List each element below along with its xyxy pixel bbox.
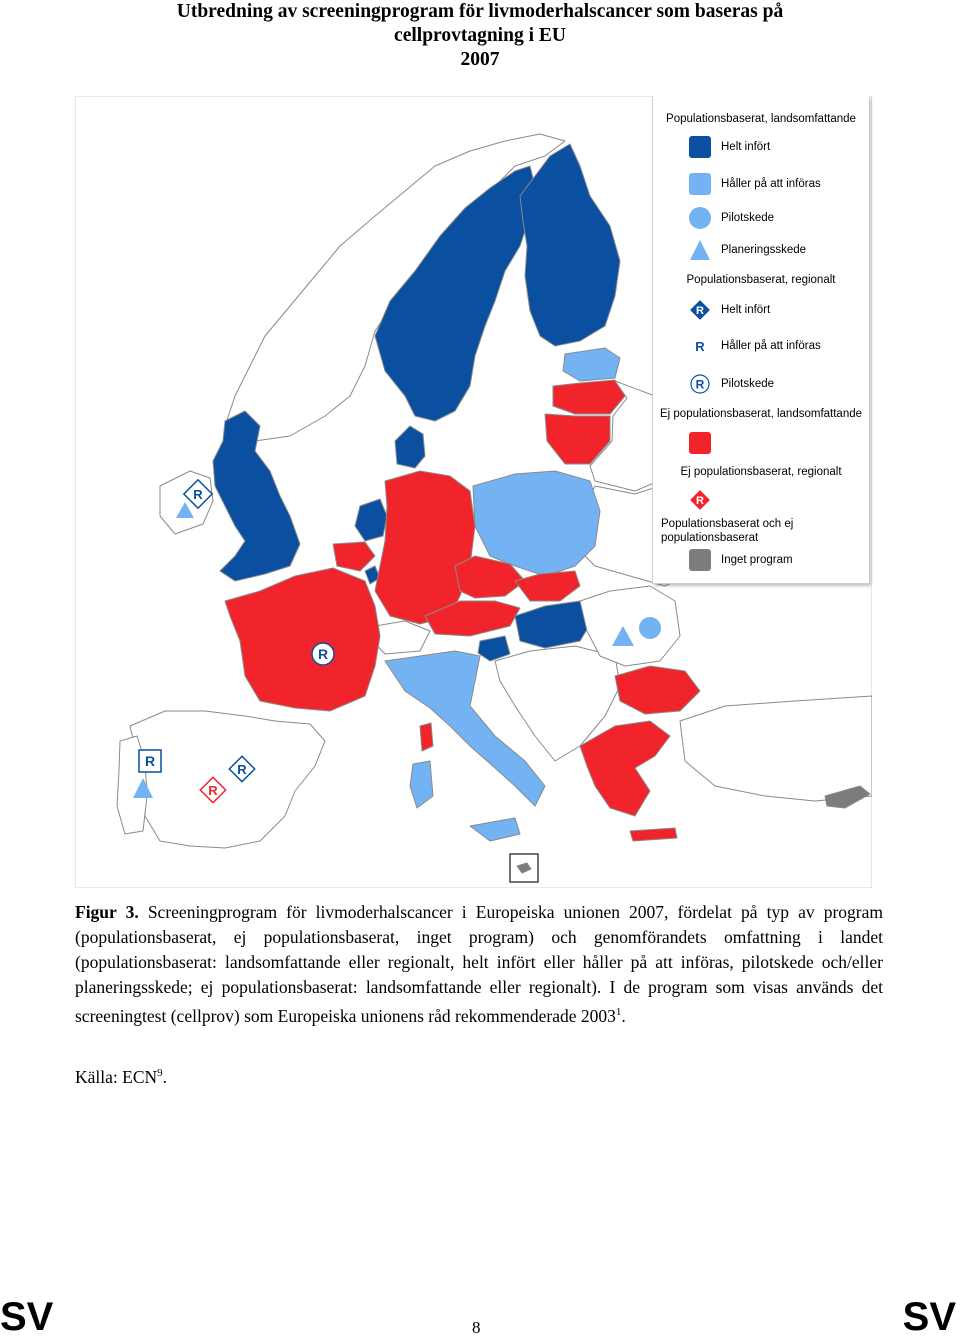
legend-label: Håller på att införas — [721, 178, 821, 190]
r-diamond-blue-icon — [689, 299, 711, 321]
caption-paragraph — [75, 900, 883, 1029]
caption-text: Screeningprogram för livmoderhalscancer i Europeiska unionen 2007, fördelat på typ av program (populationsbaserat, ej populationsbaserat, inget program) och genomförandets omfattning i landet (populationsbaserat: landsomfattande eller regionalt, helt infört eller håller på att införas, pilotskede och/eller planeringsskede; ej populationsbaserat: landsomfattande eller regionalt). I de program som visas används det screeningtest (cellprov) som Europeiska unionens råd rekommenderade 2003 — [75, 902, 884, 1026]
legend-heading-nonpop-regional: Ej populationsbaserat, regionalt — [680, 466, 842, 478]
source-end: . — [162, 1066, 168, 1087]
country-latvia[interactable] — [553, 380, 625, 414]
map-legend — [652, 96, 869, 584]
caption-label: Figur 3. — [75, 902, 139, 922]
footer-language-left: SV — [0, 1295, 54, 1339]
legend-heading-nonpop-national: Ej populationsbaserat, landsomfattande — [659, 408, 863, 420]
legend-heading-mixed — [661, 517, 877, 545]
title-line-2: cellprovtagning i EU — [394, 25, 566, 46]
legend-item-pop-national-pilot — [689, 206, 905, 230]
document-title — [100, 0, 860, 72]
legend-item-pop-regional-implementing — [689, 334, 905, 358]
legend-label: Planeringsskede — [721, 244, 807, 256]
legend-item-pop-regional-pilot — [689, 372, 905, 396]
legend-label: Pilotskede — [721, 378, 775, 390]
marker-spain-r-square — [139, 750, 161, 772]
legend-item-no-program — [689, 548, 905, 572]
legend-label: Inget program — [721, 554, 793, 566]
svg-text:R: R — [317, 646, 329, 662]
r-diamond-red-icon — [689, 489, 711, 511]
page-number: 8 — [472, 1318, 481, 1337]
red-square-icon — [689, 432, 711, 454]
svg-text:R: R — [237, 762, 247, 777]
country-france-corsica[interactable] — [420, 723, 433, 751]
figure-caption — [75, 900, 883, 1029]
svg-text:R: R — [208, 783, 218, 798]
legend-label: Helt infört — [721, 141, 771, 153]
r-square-icon — [689, 335, 711, 357]
legend-mixed-line-1: Populationsbaserat och ej — [661, 518, 794, 530]
caption-ref: 1 — [615, 1006, 622, 1018]
dark-blue-square-icon — [689, 136, 711, 158]
footer-language-right: SV — [902, 1295, 956, 1339]
legend-label: Pilotskede — [721, 212, 775, 224]
legend-item-nonpop-regional — [689, 489, 905, 514]
light-blue-circle-icon — [689, 207, 711, 229]
light-blue-triangle-icon — [689, 239, 711, 261]
caption-end: . — [621, 1005, 626, 1026]
marker-romania-circle — [639, 617, 661, 639]
legend-item-nonpop-national — [689, 432, 905, 457]
country-estonia[interactable] — [563, 348, 620, 381]
source-ref: 9 — [157, 1067, 163, 1079]
legend-item-pop-national-implementing — [689, 172, 905, 196]
svg-text:R: R — [696, 495, 704, 507]
r-circle-icon — [689, 373, 711, 395]
legend-item-pop-national-planning — [689, 238, 905, 262]
figure-source — [75, 1061, 167, 1090]
svg-text:R: R — [144, 753, 156, 769]
svg-text:R: R — [193, 487, 203, 502]
grey-square-icon — [689, 549, 711, 571]
title-line-3: 2007 — [460, 49, 500, 70]
light-blue-square-icon — [689, 173, 711, 195]
title-line-1: Utbredning av screeningprogram för livmoderhalscancer som baseras på — [176, 1, 784, 22]
svg-text:R: R — [696, 305, 704, 317]
legend-label: Helt infört — [721, 304, 771, 316]
svg-text:R: R — [695, 377, 705, 392]
source-text: Källa: ECN — [75, 1066, 158, 1087]
legend-item-pop-regional-full — [689, 298, 905, 322]
legend-mixed-line-2: populationsbaserat — [661, 532, 759, 544]
svg-text:R: R — [695, 339, 705, 354]
marker-france-r — [312, 643, 334, 665]
legend-heading-pop-regional: Populationsbaserat, regionalt — [686, 274, 836, 286]
legend-label: Håller på att införas — [721, 340, 821, 352]
legend-item-pop-national-full — [689, 135, 905, 159]
legend-heading-pop-national: Populationsbaserat, landsomfattande — [666, 113, 856, 125]
